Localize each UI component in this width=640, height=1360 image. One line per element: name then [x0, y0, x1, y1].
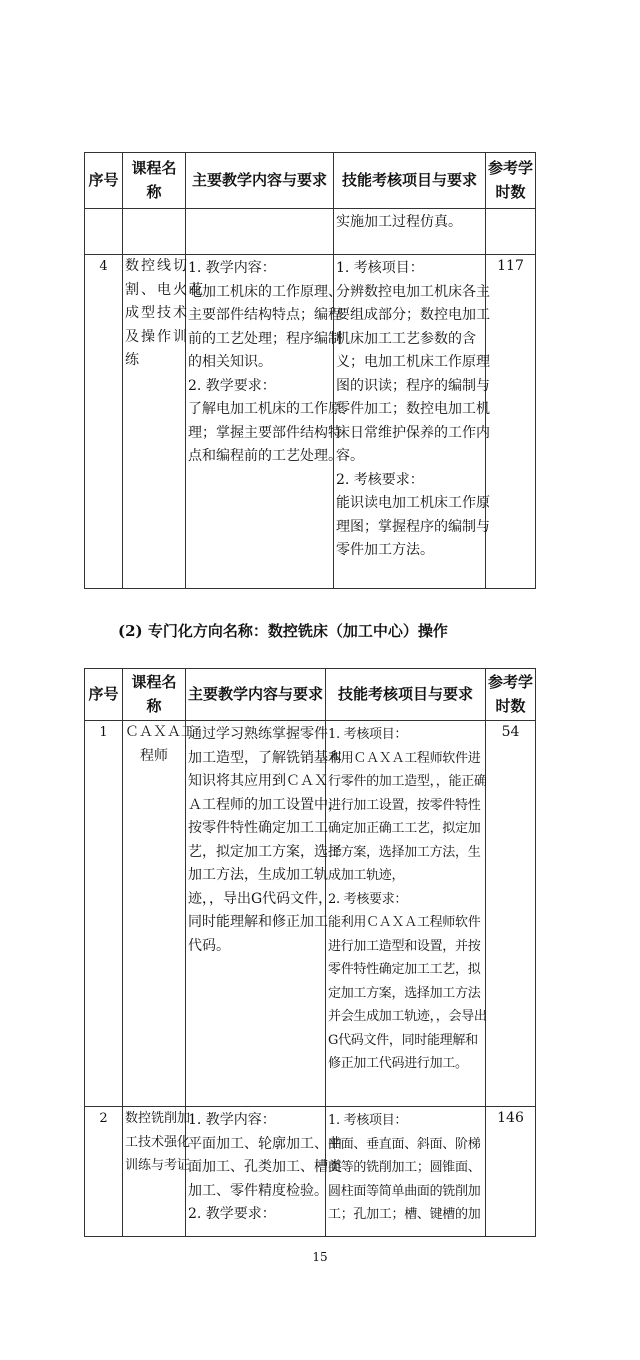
content-cell: 1. 教学内容： 平面加工、轮廓加工、曲 面加工、孔类加工、槽类 加工、零件精度检验。 2. 教学要求：	[186, 1107, 326, 1237]
seq-cell: 1	[85, 721, 123, 1107]
header-content: 主要教学内容与要求	[186, 669, 326, 721]
header-hours: 参考学 时数	[486, 153, 536, 209]
course-table-1	[84, 152, 536, 589]
hours-cell: 117	[486, 255, 536, 589]
skills-cell: 1. 考核项目： 平面、垂直面、斜面、阶梯 面等的铣削加工；圆锥面、 圆柱面等简单曲面的铣削加 工；孔加工；槽、键槽的加	[326, 1107, 486, 1237]
course-name-cell: ＣＡＸＡ工 程师	[123, 721, 186, 1107]
header-course-name: 课程名称	[123, 669, 186, 721]
header-course-name: 课程名称	[123, 153, 186, 209]
table-header-row	[85, 669, 536, 721]
page-number: 15	[312, 1250, 328, 1264]
skills-cell: 实施加工过程仿真。	[334, 209, 486, 255]
content-cell: 通过学习熟练掌握零件 加工造型，了解铣销基本 知识将其应用到ＣＡＸ Ａ工程师的加工设置中， 按零件特性确定加工工 艺，拟定加工方案，选择 加工方法，生成加工轨 迹，，导出G代码文件， 同时能理解和修正加工 代码。	[186, 721, 326, 1107]
header-skills: 技能考核项目与要求	[326, 669, 486, 721]
table-row-4	[85, 255, 536, 589]
section-heading: (2) 专门化方向名称：数控铣床（加工中心）操作	[118, 622, 448, 640]
skills-cell: 1. 考核项目： 利用ＣＡＸＡ工程师软件进 行零件的加工造型，，能正确 进行加工设置，按零件特性 确定加正确工工艺，拟定加 工方案，选择加工方法，生 成加工轨迹， 2. 考核要求： 能利用ＣＡＸＡ工程师软件 进行加工造型和设置，并按 零件特性确定加工工艺，拟 定加工方案，选择加工方法 并会生成加工轨迹，，会导出 G代码文件，同时能理解和 修正加工代码进行加工。	[326, 721, 486, 1107]
header-seq: 序号	[85, 153, 123, 209]
course-name-cell: 数控铣削加 工技术强化 训练与考证	[123, 1107, 186, 1237]
header-hours: 参考学 时数	[486, 669, 536, 721]
hours-cell: 54	[486, 721, 536, 1107]
table-row-1	[85, 721, 536, 1107]
header-content: 主要教学内容与要求	[186, 153, 334, 209]
seq-cell: 4	[85, 255, 123, 589]
course-name-cell: 数控线切 割、电火花 成型技术 及操作训 练	[123, 255, 186, 589]
content-cell: 1. 教学内容： 电加工机床的工作原理、 主要部件结构特点；编程 前的工艺处理；程序编制 的相关知识。 2. 教学要求： 了解电加工机床的工作原 理；掌握主要部件结构特 点和编程前的工艺处理。	[186, 255, 334, 589]
header-skills: 技能考核项目与要求	[334, 153, 486, 209]
table-row-2	[85, 1107, 536, 1237]
seq-cell: 2	[85, 1107, 123, 1237]
course-table-2	[84, 668, 536, 1237]
hours-cell: 146	[486, 1107, 536, 1237]
table-header-row	[85, 153, 536, 209]
header-seq: 序号	[85, 669, 123, 721]
skills-cell: 1. 考核项目： 分辨数控电加工机床各主 要组成部分；数控电加工 机床加工工艺参数的含 义；电加工机床工作原理 图的识读；程序的编制与 零件加工；数控电加工机 床日常维护保养的工作内 容。 2. 考核要求： 能识读电加工机床工作原 理图；掌握程序的编制与 零件加工方法。	[334, 255, 486, 589]
table-row-continuation	[85, 209, 536, 255]
